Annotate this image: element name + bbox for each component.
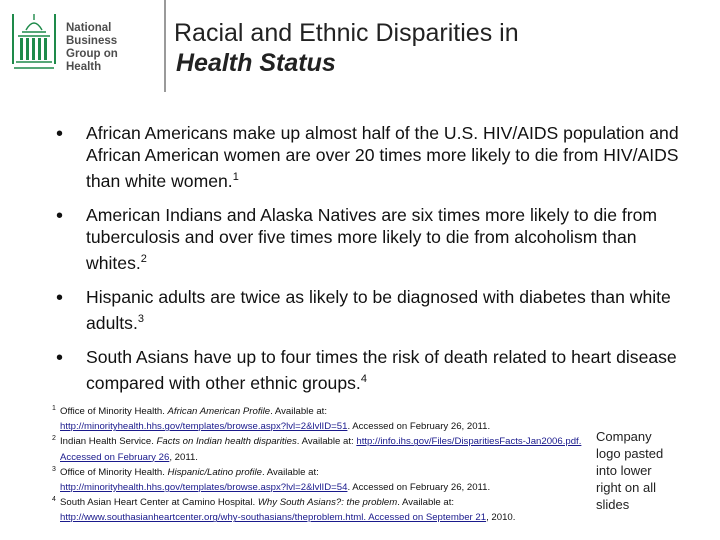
reference-item	[52, 404, 592, 434]
bullet-list	[56, 122, 696, 405]
reference-accessed: . Accessed on February 26, 2011.	[347, 421, 491, 433]
reference-link[interactable]: http://www.southasianheartcenter.org/why-southasians/theproblem.html. Accessed on September 21	[60, 512, 487, 524]
logo-line-1: National	[66, 22, 112, 34]
reference-title: Why South Asians?: the problem	[257, 497, 398, 509]
reference-link[interactable]: http://minorityhealth.hhs.gov/templates/browse.aspx?lvl=2&lvlID=51	[60, 421, 348, 433]
reference-source: South Asian Heart Center at Camino Hospital.	[60, 497, 258, 509]
logo	[8, 10, 158, 80]
bullet-text: American Indians and Alaska Natives are six times more likely to die from tuberculosis and over five times more likely to die from alcoholism than whites.	[86, 204, 658, 273]
bullet-text: Hispanic adults are twice as likely to be diagnosed with diabetes than white adults.	[86, 286, 671, 333]
bullet-item	[56, 286, 696, 334]
reference-title: African American Profile	[167, 406, 271, 417]
reference-item	[52, 495, 592, 525]
note-line: slides	[596, 497, 630, 512]
title-line-2: Health Status	[176, 49, 336, 77]
bullet-text: African Americans make up almost half of the U.S. HIV/AIDS population and African American women are over 20 times more likely to die from HIV/AIDS than white women.	[86, 123, 679, 191]
note-line: logo pasted	[596, 446, 664, 461]
bullet-item	[56, 122, 696, 192]
reference-source: Office of Minority Health.	[60, 466, 168, 478]
logo-wordmark	[66, 22, 118, 74]
bullet-item	[56, 346, 696, 394]
bullet-ref: 1	[232, 171, 239, 183]
reference-link[interactable]: http://info.ihs.gov/Files/DisparitiesFacts-Jan2006.pdf. Accessed on February 26	[60, 436, 582, 463]
reference-available: . Available at:	[397, 497, 455, 509]
reference-item	[52, 465, 592, 495]
logo-line-4: Health	[66, 61, 102, 73]
bullet-ref: 4	[360, 372, 367, 385]
slide-header	[0, 0, 720, 100]
reference-available: . Available at:	[261, 466, 319, 478]
reference-available: . Available at:	[296, 436, 357, 448]
reference-accessed: . Accessed on February 26, 2011.	[347, 482, 491, 494]
reference-number: 1	[52, 405, 56, 412]
company-logo-note	[596, 428, 710, 513]
reference-source: Indian Health Service.	[60, 436, 157, 448]
logo-line-2: Business	[66, 35, 118, 47]
reference-accessed: , 2011.	[169, 451, 198, 463]
reference-link[interactable]: http://minorityhealth.hhs.gov/templates/browse.aspx?lvl=2&lvlID=54	[60, 482, 348, 494]
reference-source: Office of Minority Health.	[60, 406, 168, 417]
note-line: into lower	[596, 463, 652, 478]
header-divider	[164, 0, 166, 92]
bullet-text: South Asians have up to four times the risk of death related to heart disease compared with other ethnic groups.	[86, 346, 677, 393]
reference-number: 4	[52, 496, 56, 504]
references	[52, 404, 592, 526]
bullet-ref: 2	[140, 252, 147, 265]
slide-title	[174, 18, 519, 78]
capitol-logo-icon	[8, 10, 60, 72]
logo-line-3: Group on	[66, 48, 118, 60]
reference-title: Hispanic/Latino profile	[167, 466, 262, 478]
note-line: Company	[596, 429, 652, 444]
bullet-ref: 3	[137, 312, 144, 325]
reference-accessed: , 2010.	[486, 512, 516, 524]
reference-number: 3	[52, 465, 56, 473]
note-line: right on all	[596, 480, 656, 495]
bullet-item	[56, 204, 696, 274]
title-line-1: Racial and Ethnic Disparities in	[174, 19, 519, 47]
reference-available: . Available at:	[270, 406, 327, 417]
bullet-dot-icon: •	[56, 204, 64, 227]
reference-title: Facts on Indian health disparities	[156, 436, 297, 448]
bullet-dot-icon: •	[56, 346, 64, 369]
reference-item	[52, 434, 592, 464]
bullet-dot-icon: •	[56, 286, 64, 309]
bullet-dot-icon: •	[56, 123, 64, 145]
reference-number: 2	[52, 435, 56, 443]
